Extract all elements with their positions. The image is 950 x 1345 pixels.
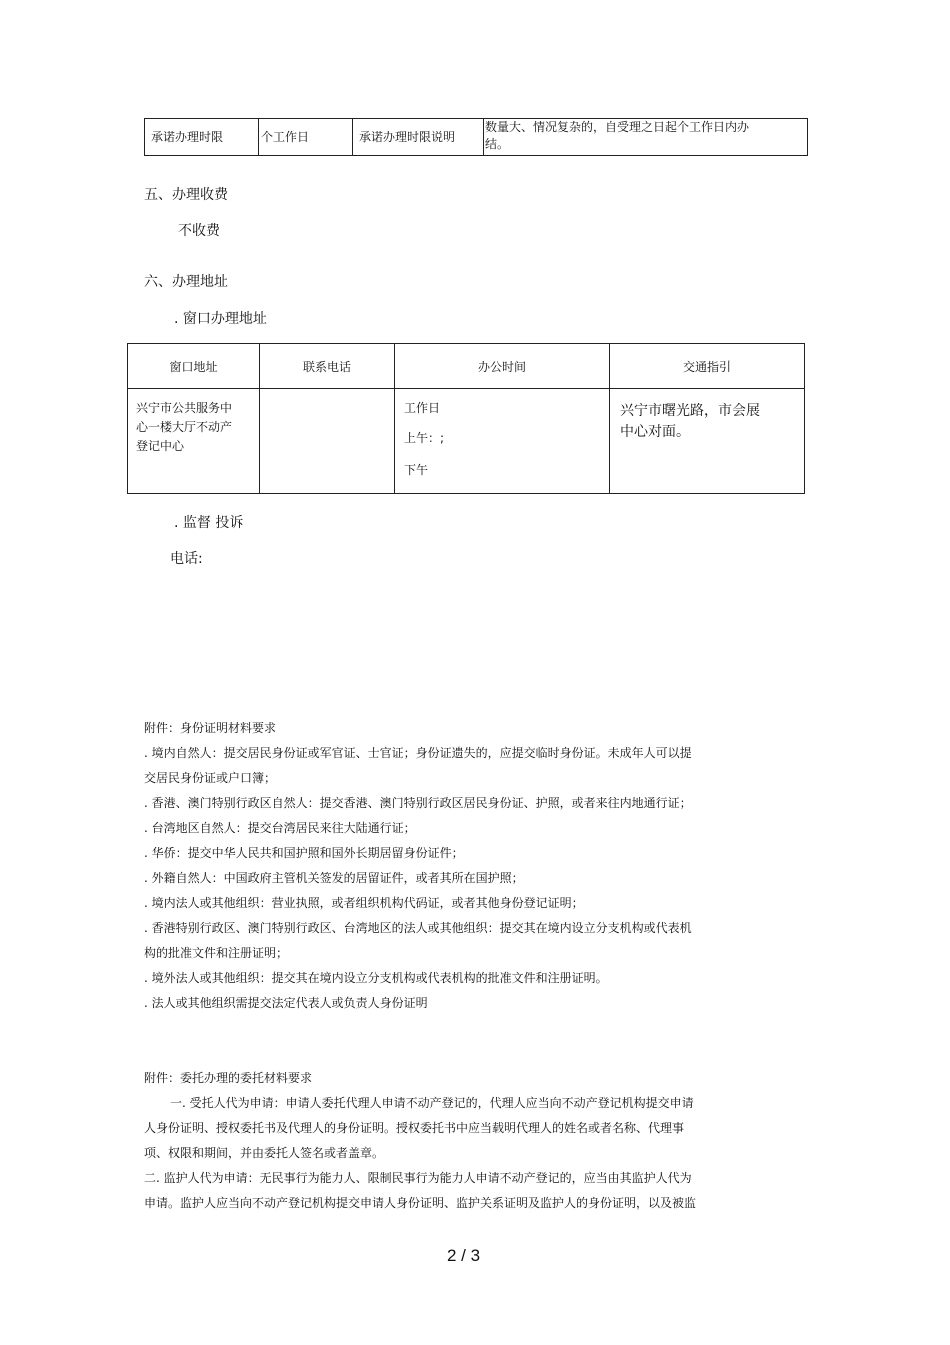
address-table (127, 343, 805, 494)
table-header-row (128, 344, 805, 389)
header-cell: 办公时间 (395, 344, 610, 389)
list-item: 交居民身份证或户口簿； (144, 771, 277, 785)
list-item: . 香港特别行政区、澳门特别行政区、台湾地区的法人或其他组织：提交其在境内设立分支机构或代表机 (144, 921, 692, 935)
appendix-title: 附件：身份证明材料要求 (144, 721, 277, 735)
list-item: . 香港、澳门特别行政区自然人：提交香港、澳门特别行政区居民身份证、护照，或者来往内地通行证； (144, 796, 692, 810)
list-item: 人身份证明、授权委托书及代理人的身份证明。授权委托书中应当载明代理人的姓名或者名称、代理事 (144, 1121, 685, 1135)
section-heading-fee: 五、办理收费 (144, 187, 228, 203)
appendix-title: 附件：委托办理的委托材料要求 (144, 1071, 313, 1085)
list-item: . 境内自然人：提交居民身份证或军官证、士官证；身份证遗失的，应提交临时身份证。未成年人可以提 (144, 746, 692, 760)
subheading-supervision: . 监督 投诉 (174, 515, 244, 531)
header-cell: 联系电话 (260, 344, 395, 389)
table-cell: 数量大、情况复杂的，自受理之日起个工作日内办 结。 (484, 119, 808, 156)
table-cell: 承诺办理时限说明 (353, 119, 484, 156)
address-cell: 兴宁市公共服务中 心一楼大厅不动产 登记中心 (128, 389, 260, 494)
list-item: . 外籍自然人：中国政府主管机关签发的居留证件，或者其所在国护照； (144, 871, 524, 885)
list-item: 构的批准文件和注册证明； (144, 946, 289, 960)
hours-cell: 工作日 上午：; 下午 (395, 389, 610, 494)
list-item: . 境内法人或其他组织：营业执照，或者组织机构代码证，或者其他身份登记证明； (144, 896, 584, 910)
list-item: 申请。监护人应当向不动产登记机构提交申请人身份证明、监护关系证明及监护人的身份证明，以及被监 (144, 1196, 697, 1210)
table-row (145, 119, 808, 156)
time-limit-table (144, 118, 808, 156)
page-number: 2 / 3 (447, 1246, 481, 1265)
header-cell: 窗口地址 (128, 344, 260, 389)
list-item: . 台湾地区自然人：提交台湾居民来往大陆通行证； (144, 821, 416, 835)
table-cell: 个工作日 (259, 119, 353, 156)
list-item: . 境外法人或其他组织：提交其在境内设立分支机构或代表机构的批准文件和注册证明。 (144, 971, 608, 985)
table-cell: 承诺办理时限 (145, 119, 259, 156)
list-item: 一. 受托人代为申请：申请人委托代理人申请不动产登记的，代理人应当向不动产登记机构提交申请 (170, 1096, 694, 1110)
list-item: 二. 监护人代为申请：无民事行为能力人、限制民事行为能力人申请不动产登记的，应当由其监护人代为 (144, 1171, 692, 1185)
appendix-identity (144, 716, 784, 1016)
list-item: . 法人或其他组织需提交法定代表人或负责人身份证明 (144, 996, 428, 1010)
list-item: 项、权限和期间，并由委托人签名或者盖章。 (144, 1146, 385, 1160)
traffic-cell: 兴宁市曙光路，市会展 中心对面。 (610, 389, 805, 494)
phone-cell (260, 389, 395, 494)
table-row (128, 389, 805, 494)
fee-text: 不收费 (178, 223, 220, 239)
section-heading-address: 六、办理地址 (144, 274, 228, 290)
appendix-entrustment (144, 1066, 784, 1216)
phone-label: 电话: (170, 551, 203, 567)
header-cell: 交通指引 (610, 344, 805, 389)
list-item: . 华侨：提交中华人民共和国护照和国外长期居留身份证件； (144, 846, 464, 860)
subheading-window-address: . 窗口办理地址 (174, 311, 267, 327)
